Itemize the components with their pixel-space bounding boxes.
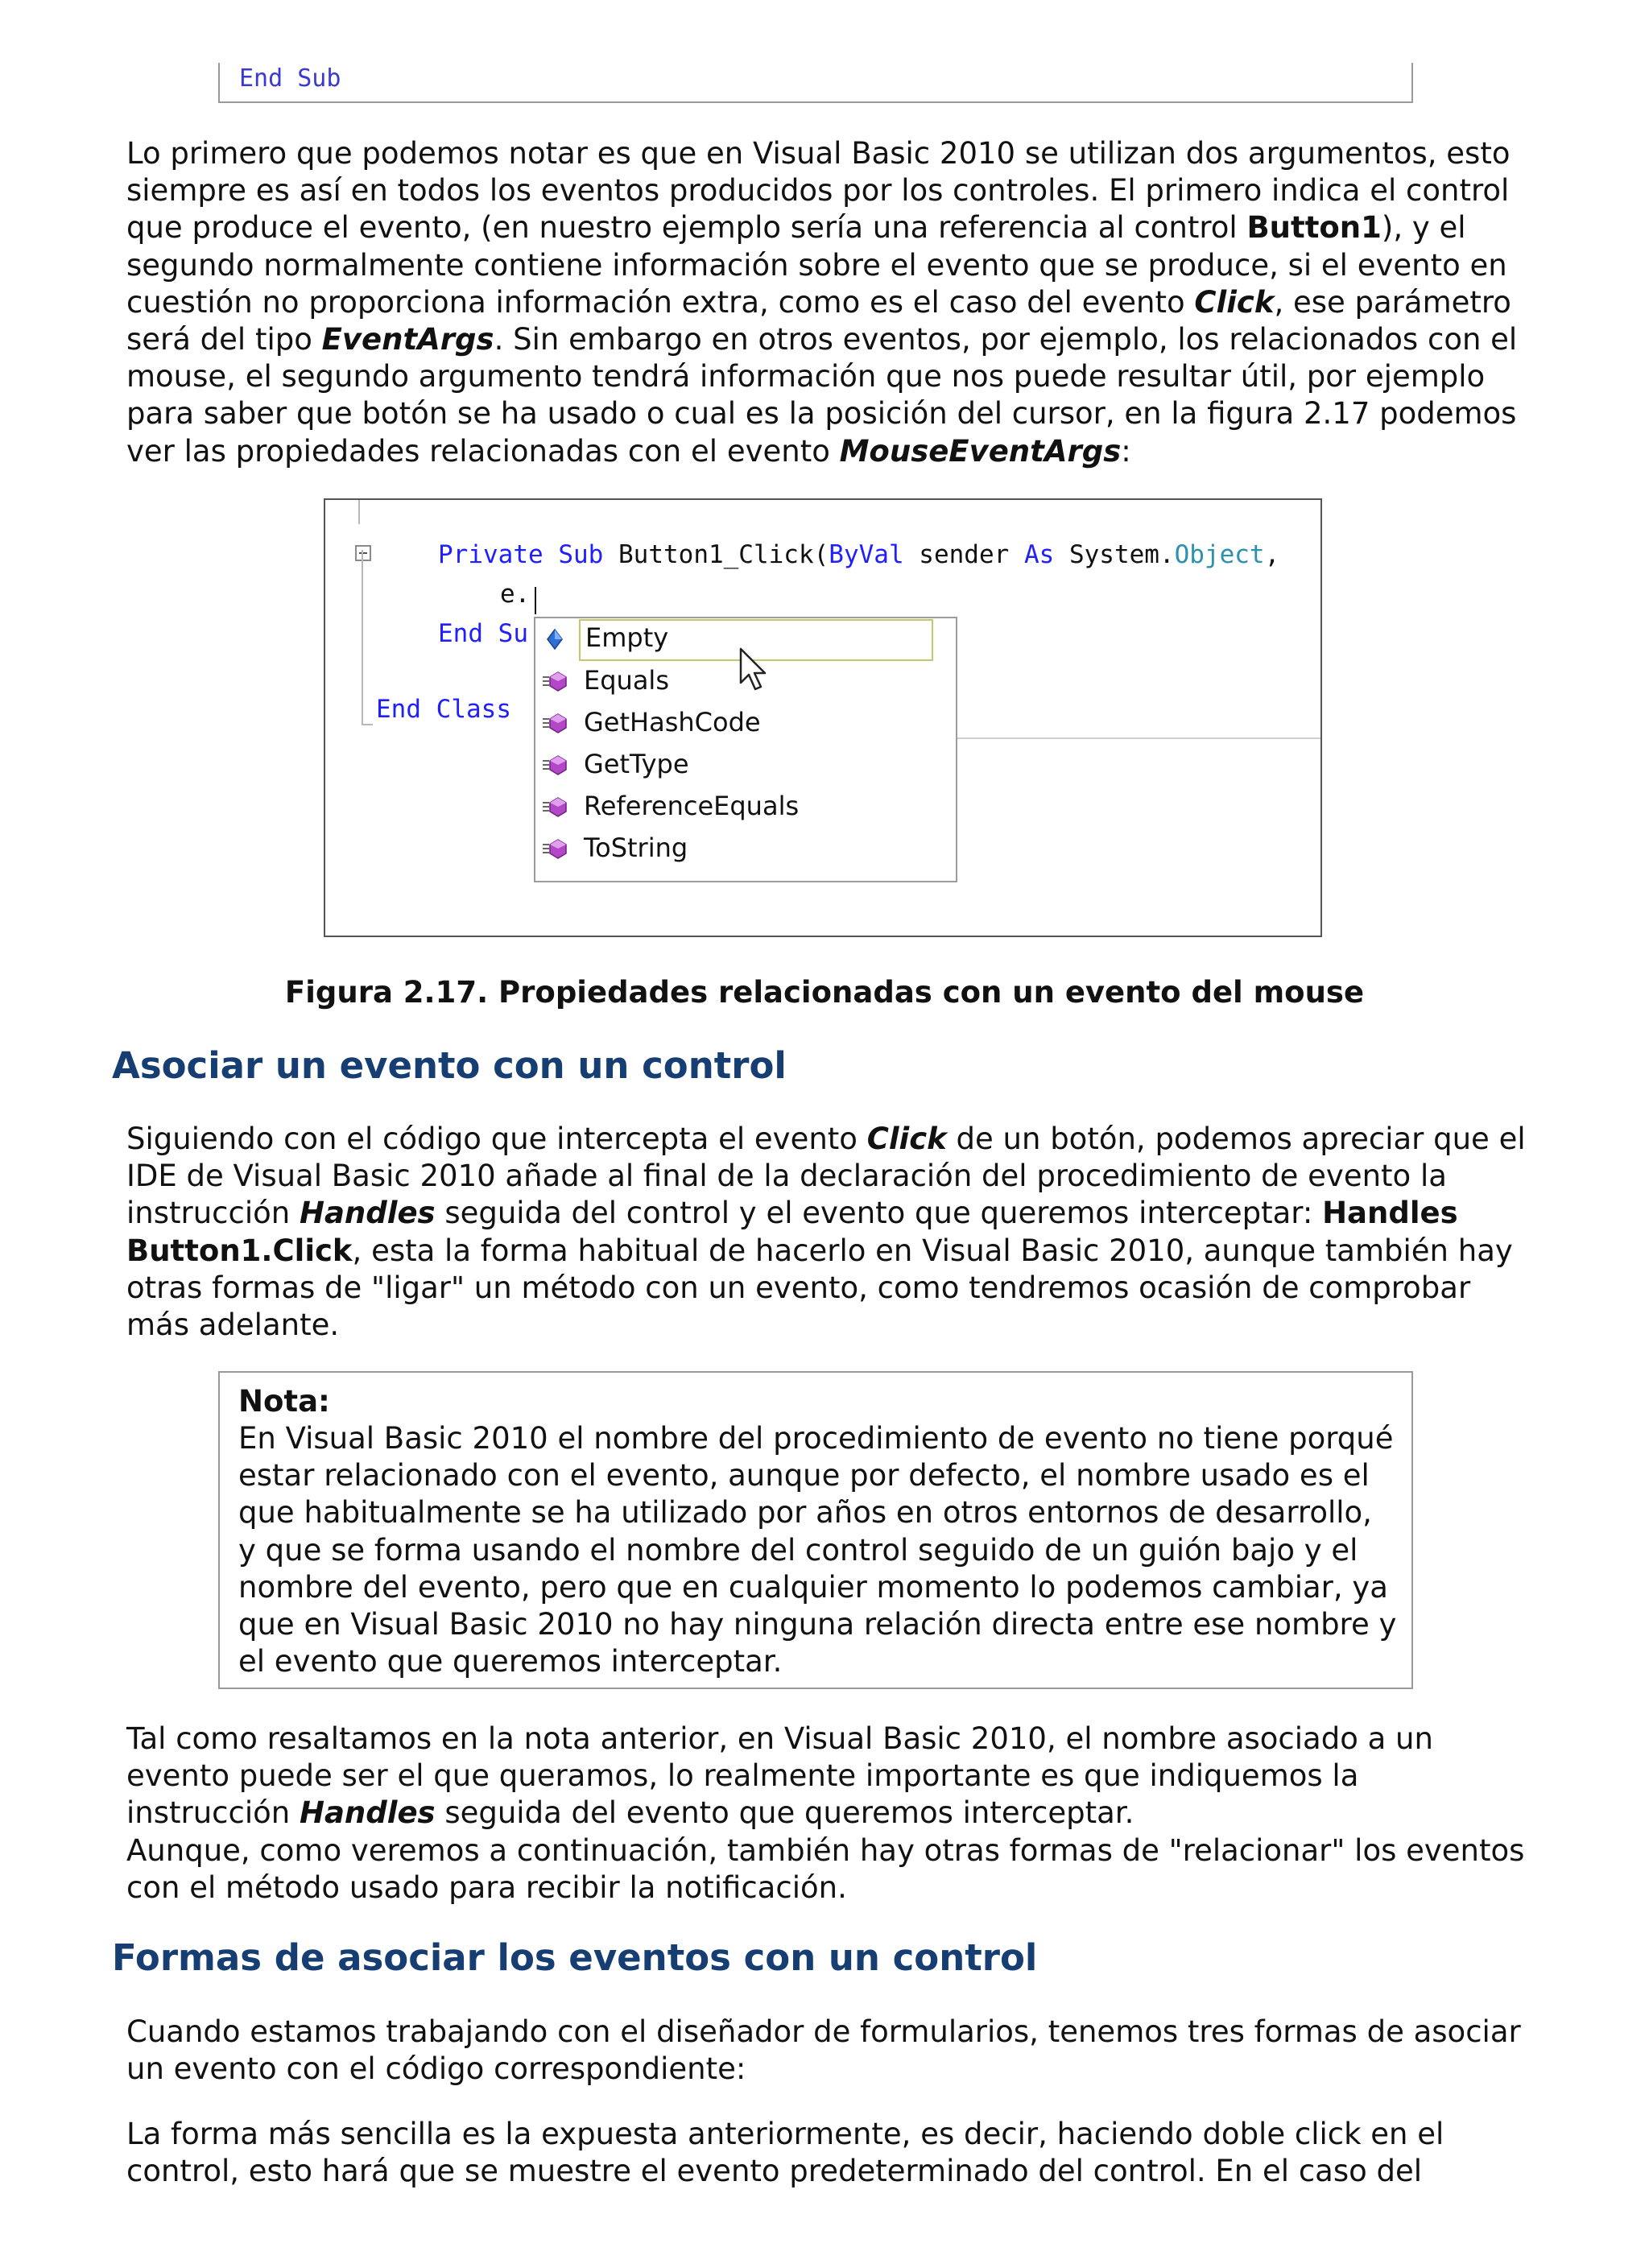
- emphasis-click: Click: [1194, 284, 1275, 320]
- code-line-sub-declaration: Private Sub Button1_Click(ByVal sender As System.Object,: [438, 540, 1280, 569]
- method-icon: [542, 837, 568, 860]
- code-snippet-end: [218, 63, 1413, 103]
- text: ), y el segundo normalmente contiene información sobre el evento que se produce, si el evento en cuestión no proporciona información extra, como es el caso del evento: [126, 210, 1507, 320]
- method-icon: [542, 670, 568, 692]
- ide-screenshot-figure: [324, 498, 1322, 937]
- intellisense-item[interactable]: GetType: [535, 744, 954, 786]
- paragraph-arguments: [126, 135, 1527, 470]
- section-heading-asociar: Asociar un evento con un control: [112, 1044, 787, 1087]
- outline-guide: [362, 724, 373, 725]
- text: Lo primero que podemos notar es que en Visual Basic 2010 se utilizan dos argumentos, esto siempre es así en todos los eventos producidos por los controles. El primero indica el control que produce el evento, (en nuestro ejemplo sería una referencia al control: [126, 136, 1511, 246]
- emphasis-handles-button1-click: Handles Button1.Click: [126, 1196, 1458, 1268]
- section-heading-formas: Formas de asociar los eventos con un control: [112, 1936, 1038, 1979]
- text: de un botón, podemos apreciar que el IDE de Visual Basic 2010 añade al final de la declaración del procedimiento de evento la instrucción: [126, 1122, 1526, 1231]
- text: Aunque, como veremos a continuación, también hay otras formas de "relacionar" los eventos con el método usado para recibir la notificación.: [126, 1832, 1525, 1905]
- text: , ese parámetro será del tipo: [126, 284, 1511, 357]
- code-line-e: e.: [500, 580, 531, 609]
- text: seguida del evento que queremos interceptar.: [435, 1795, 1134, 1831]
- code-line-end-class: End Class: [376, 695, 511, 724]
- emphasis-click: Click: [866, 1122, 947, 1156]
- text-caret: [535, 587, 536, 614]
- emphasis-handles: Handles: [300, 1795, 436, 1831]
- text: Tal como resaltamos en la nota anterior, en Visual Basic 2010, el nombre asociado a un evento puede ser el que queramos, lo realmente importante es que indiquemos la instrucción: [126, 1721, 1433, 1831]
- text: :: [1121, 433, 1131, 469]
- figure-caption: Figura 2.17. Propiedades relacionadas con un evento del mouse: [284, 975, 1365, 1010]
- method-icon: [542, 712, 568, 734]
- emphasis-eventargs: EventArgs: [321, 322, 494, 357]
- text: . Sin embargo en otros eventos, por ejemplo, los relacionados con el mouse, el segundo argumento tendrá información que nos puede resultar útil, por ejemplo para saber que botón se ha usado o cual es la posición del cursor, en la figura 2.17 podemos ver las propiedades relacionadas con el evento: [126, 322, 1518, 469]
- intellisense-item[interactable]: GetHashCode: [535, 702, 954, 744]
- collapse-icon[interactable]: [355, 545, 371, 561]
- code-end-sub: End Sub: [239, 64, 341, 93]
- intellisense-item[interactable]: Equals: [535, 660, 954, 702]
- paragraph-handles: [126, 1121, 1527, 1344]
- mouse-pointer-icon: [739, 647, 768, 692]
- text: Siguiendo con el código que intercepta el evento: [126, 1122, 867, 1156]
- intellisense-item[interactable]: Empty: [535, 618, 954, 660]
- outline-guide: [362, 550, 363, 725]
- method-icon: [542, 795, 568, 818]
- text: , esta la forma habitual de hacerlo en Visual Basic 2010, aunque también hay otras formas de "ligar" un método con un evento, como tendremos ocasión de comprobar más adelante.: [126, 1233, 1513, 1343]
- outline-guide: [358, 500, 360, 524]
- method-icon: [542, 754, 568, 776]
- emphasis-button1: Button1: [1246, 210, 1382, 246]
- property-icon: [542, 628, 568, 651]
- note-body: En Visual Basic 2010 el nombre del procedimiento de evento no tiene porqué estar relacionado con el evento, aunque por defecto, el nombre usado es el que habitualmente se ha utilizado por años en otros entornos de desarrollo, y que se forma usando el nombre del control seguido de un guión bajo y el nombre del evento, pero que en cualquier momento lo podemos cambiar, ya que en Visual Basic 2010 no hay ninguna relación directa entre ese nombre y el evento que queremos interceptar.: [238, 1421, 1397, 1679]
- intellisense-item[interactable]: ReferenceEquals: [535, 786, 954, 828]
- paragraph-forma-sencilla: La forma más sencilla es la expuesta anteriormente, es decir, haciendo doble click en el control, esto hará que se muestre el evento predeterminado del control. En el caso del: [126, 2117, 1444, 2189]
- note-box: [218, 1371, 1413, 1689]
- text: seguida del control y el evento que queremos interceptar:: [435, 1196, 1323, 1231]
- paragraph-nota-anterior: [126, 1721, 1527, 1907]
- code-line-end-sub: End Su: [438, 619, 528, 648]
- emphasis-mouseeventargs: MouseEventArgs: [839, 433, 1122, 469]
- paragraph-tres-formas: Cuando estamos trabajando con el diseñador de formularios, tenemos tres formas de asociar un evento con el código correspondiente:: [126, 2014, 1521, 2087]
- note-title: Nota:: [238, 1384, 330, 1419]
- emphasis-handles: Handles: [300, 1196, 436, 1231]
- intellisense-item[interactable]: ToString: [535, 828, 954, 870]
